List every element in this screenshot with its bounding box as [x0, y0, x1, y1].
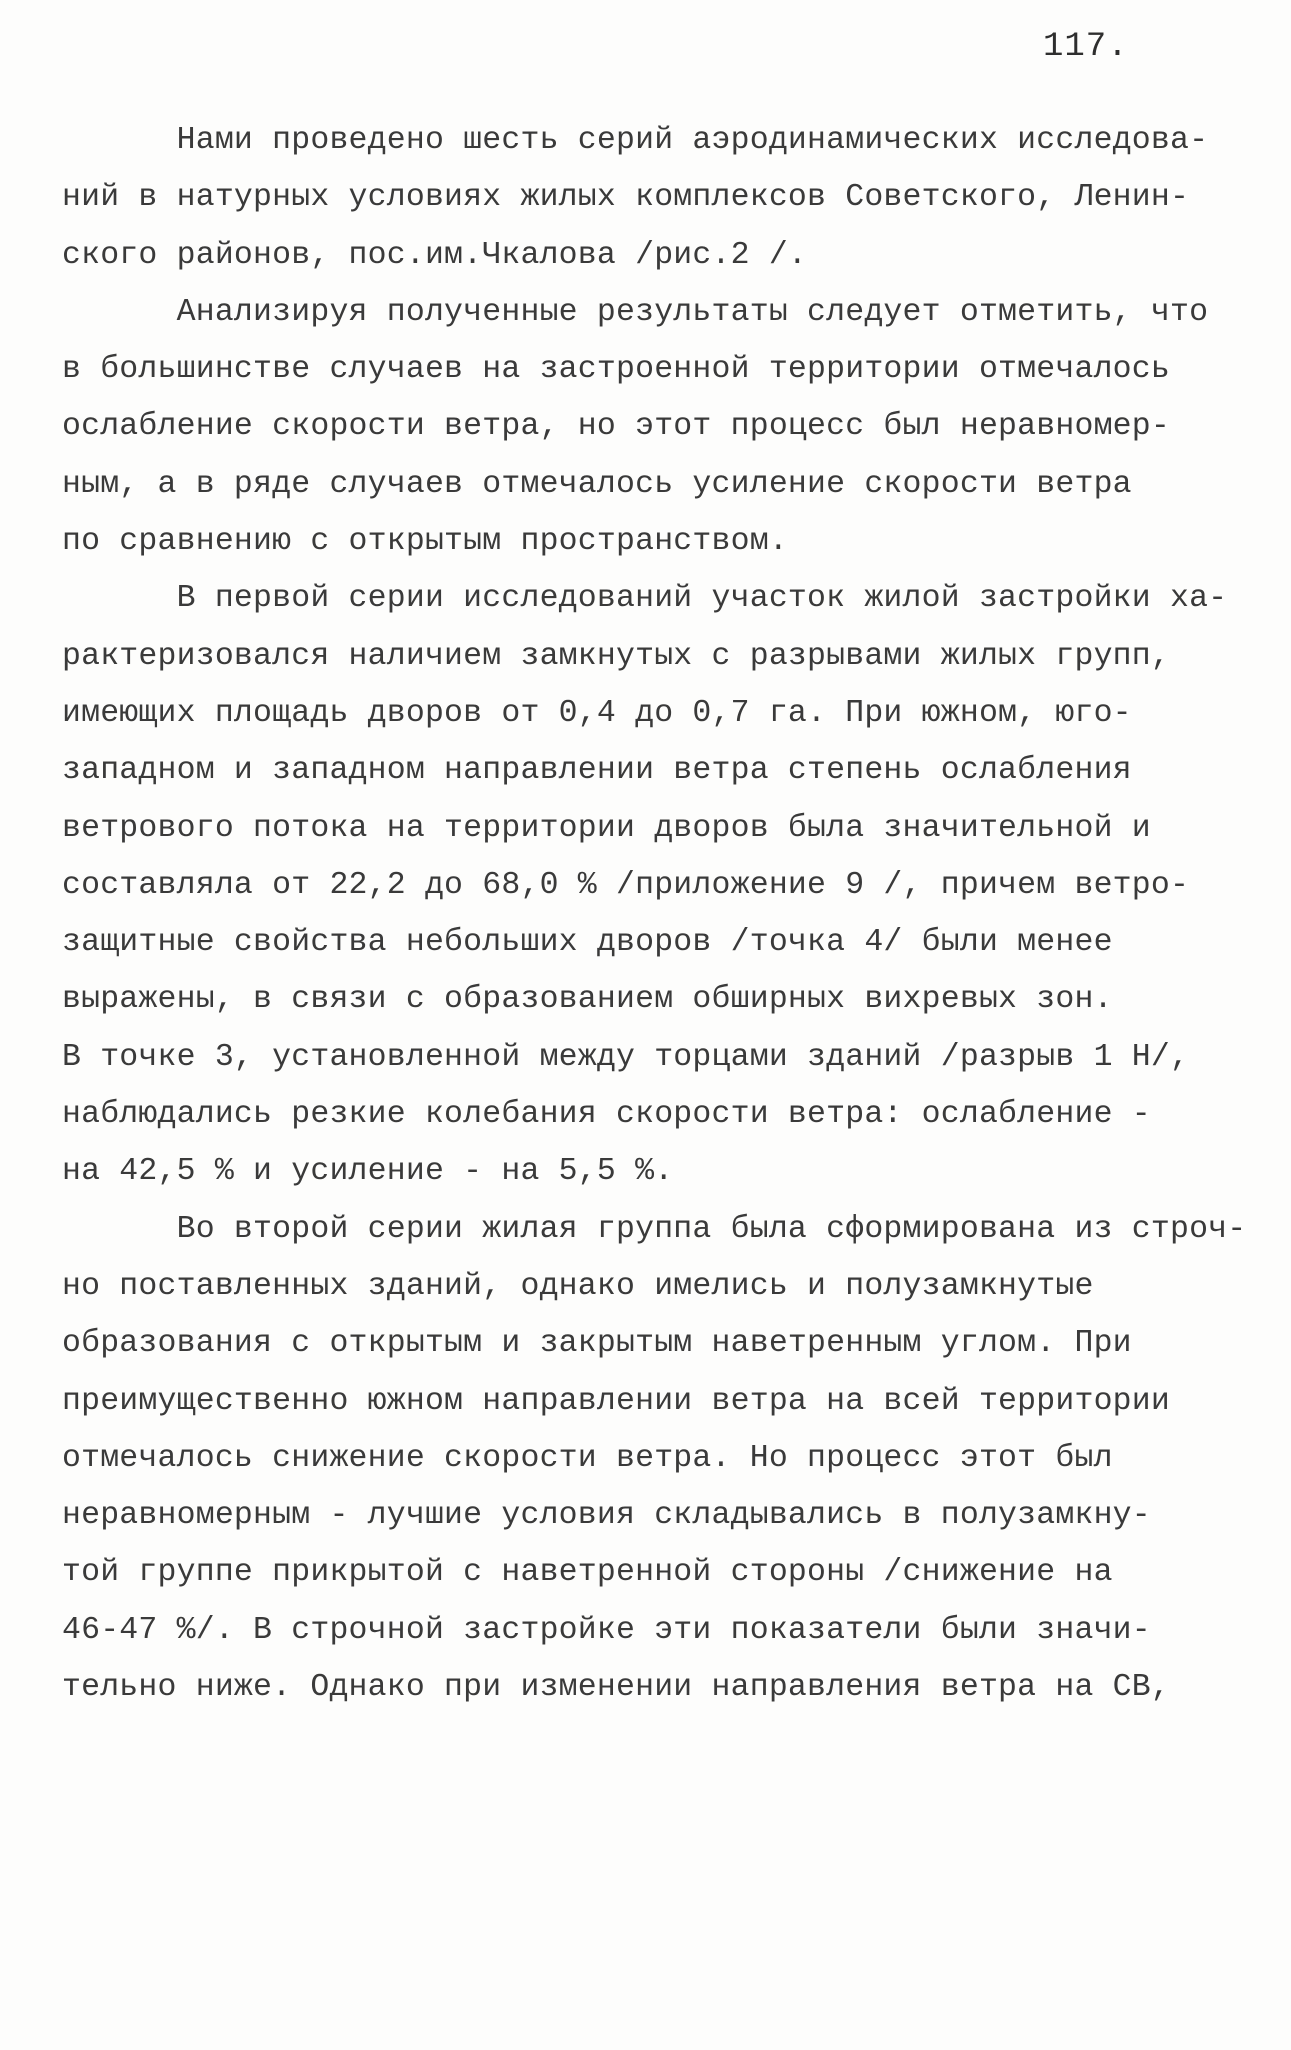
text-line: составляла от 22,2 до 68,0 % /приложение 9 /, причем ветро- — [62, 867, 1190, 903]
text-line: неравномерным - лучшие условия складывались в полузамкну- — [62, 1498, 1151, 1534]
page-number: 117. — [1043, 28, 1129, 66]
text-line: по сравнению с открытым пространством. — [62, 524, 788, 560]
text-line: ослабление скорости ветра, но этот процесс был неравномер- — [62, 409, 1170, 445]
text-line: Во второй серии жилая группа была сформирована из строч- — [62, 1211, 1247, 1247]
text-line: но поставленных зданий, однако имелись и полузамкнутые — [62, 1268, 1094, 1304]
text-line: защитные свойства небольших дворов /точка 4/ были менее — [62, 925, 1113, 961]
text-line: на 42,5 % и усиление - на 5,5 %. — [62, 1154, 674, 1190]
text-line: ний в натурных условиях жилых комплексов Советского, Ленин- — [62, 180, 1190, 216]
text-line: Анализируя полученные результаты следует отметить, что — [62, 294, 1209, 330]
text-line: отмечалось снижение скорости ветра. Но процесс этот был — [62, 1440, 1113, 1476]
text-line: ным, а в ряде случаев отмечалось усиление скорости ветра — [62, 466, 1132, 502]
text-line: той группе прикрытой с наветренной стороны /снижение на — [62, 1555, 1113, 1591]
text-line: имеющих площадь дворов от 0,4 до 0,7 га. При южном, юго- — [62, 695, 1132, 731]
text-line: ветрового потока на территории дворов была значительной и — [62, 810, 1151, 846]
text-line: в большинстве случаев на застроенной территории отмечалось — [62, 352, 1170, 388]
text-line: тельно ниже. Однако при изменении направления ветра на СВ, — [62, 1670, 1170, 1706]
text-line: 46-47 %/. В строчной застройке эти показатели были значи- — [62, 1612, 1151, 1648]
text-line: западном и западном направлении ветра степень ослабления — [62, 753, 1132, 789]
text-line: ского районов, пос.им.Чкалова /рис.2 /. — [62, 237, 808, 273]
text-line: выражены, в связи с образованием обширных вихревых зон. — [62, 982, 1113, 1018]
text-line: В первой серии исследований участок жилой застройки ха- — [62, 581, 1228, 617]
text-line: образования с открытым и закрытым наветренным углом. При — [62, 1326, 1132, 1362]
text-line: В точке 3, установленной между торцами зданий /разрыв 1 Н/, — [62, 1039, 1190, 1075]
text-line: наблюдались резкие колебания скорости ветра: ослабление - — [62, 1097, 1151, 1133]
text-line: рактеризовался наличием замкнутых с разрывами жилых групп, — [62, 638, 1170, 674]
text-line: Нами проведено шесть серий аэродинамических исследова- — [62, 123, 1209, 158]
text-line: преимущественно южном направлении ветра на всей территории — [62, 1383, 1170, 1419]
body-text — [62, 112, 1247, 1716]
